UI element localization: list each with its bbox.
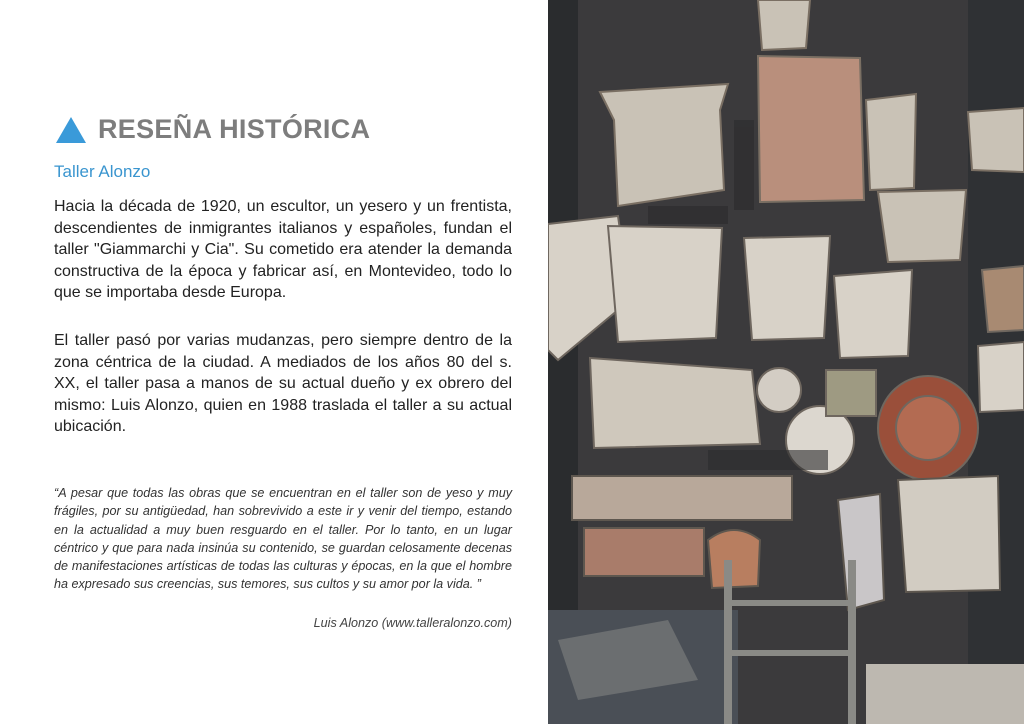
paragraph-2: El taller pasó por varias mudanzas, pero siempre dentro de la zona céntrica de la ciudad. A mediados de los años 80 del s. XX, el taller pasa a manos de su actual dueño y ex obrero del mismo: Luis Alonzo, quien en 1988 traslada el taller a su actual ubicación. bbox=[54, 332, 512, 436]
quote-author: Luis Alonzo (www.talleralonzo.com) bbox=[313, 616, 512, 630]
workshop-photo bbox=[548, 0, 1024, 724]
quote-text: “A pesar que todas las obras que se encuentran en el taller son de yeso y muy frágiles, por su antigüedad, han sobrevivido a este ir y venir del tiempo, estando en la actualidad a muy buen resguardo en el taller. Por lo tanto, en un lugar céntrico y que para nada insinúa su contenido, se guardan celosamente decenas de manifestaciones artísticas de todas las culturas y épocas, en la que el hombre ha expresado sus creencias, sus temores, sus cultos y su amor por la vida. ” bbox=[54, 486, 512, 592]
page-title: RESEÑA HISTÓRICA bbox=[98, 114, 371, 144]
section-heading bbox=[56, 114, 370, 145]
paragraph-1: Hacia la década de 1920, un escultor, un yesero y un frentista, descendientes de inmigrantes italianos y españoles, fundan el taller "Giammarchi y Cia". Su cometido era atender la demanda constructiva de la época y fabricar así, en Montevideo, todo lo que se importaba desde Europa. bbox=[54, 198, 512, 302]
subtitle: Taller Alonzo bbox=[54, 162, 151, 181]
triangle-icon bbox=[56, 117, 86, 143]
